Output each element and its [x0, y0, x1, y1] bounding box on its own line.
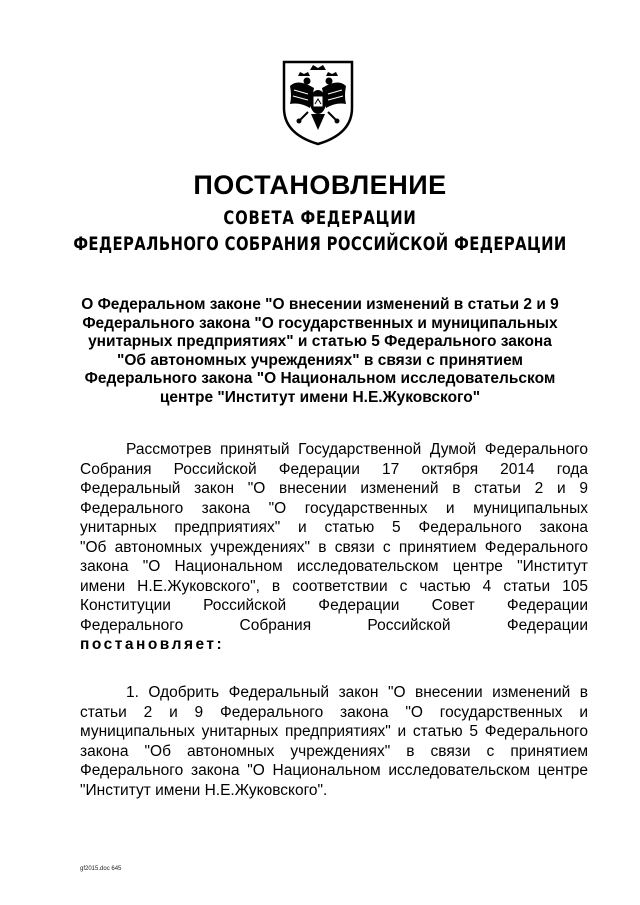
russian-coat-of-arms-icon [280, 58, 356, 146]
issuer-line-1: СОВЕТА ФЕДЕРАЦИИ [223, 207, 417, 229]
text-line: Конституции Российской Федерации Совет Федерации [80, 597, 588, 614]
resolution-subject [80, 296, 560, 407]
text-line: закона "Об автономных учреждениях" в связи с принятием [80, 742, 588, 760]
text-line: "Об автономных учреждениях" в связи с принятием Федерального [80, 538, 588, 556]
text-line: Собрания Российской Федерации 17 октября 2014 года [80, 460, 588, 478]
text-line: имени Н.Е.Жуковского", в соответствии с частью 4 статьи 105 [80, 577, 588, 595]
text-line: Федеральный закон "О внесении изменений в статьи 2 и 9 [80, 480, 588, 497]
text-line: Федерального закона "О Национальном исследовательском центре [80, 762, 588, 779]
text-line: муниципальных унитарных предприятиях" и статью 5 Федерального [80, 723, 588, 740]
document-title: ПОСТАНОВЛЕНИЕ [193, 170, 447, 200]
issuer-line-2: ФЕДЕРАЛЬНОГО СОБРАНИЯ РОССИЙСКОЙ ФЕДЕРАЦИИ [73, 233, 567, 255]
text-line: унитарных предприятиях" и статью 5 Федерального закона [80, 519, 588, 536]
text-line: "Институт имени Н.Е.Жуковского". [80, 781, 328, 799]
text-line: Федерального закона "О государственных и муниципальных [80, 499, 588, 517]
subject-line: "Об автономных учреждениях" в связи с принятием [117, 351, 523, 369]
subject-line: Федерального закона "О Национальном исследовательском [84, 370, 556, 387]
subject-line: О Федеральном законе "О внесении изменений в статьи 2 и 9 [81, 296, 559, 313]
text-line: 1. Одобрить Федеральный закон "О внесении изменений в [126, 684, 588, 701]
resolves-word: постановляет: [80, 636, 225, 653]
subject-line: унитарных предприятиях" и статью 5 Федерального закона [88, 333, 552, 350]
operative-paragraph [80, 683, 588, 800]
text-line: закона "О Национальном исследовательском центре "Институт [80, 558, 588, 575]
subject-line: центре "Институт имени Н.Е.Жуковского" [159, 388, 481, 406]
text-line: Рассмотрев принятый Государственной Думой Федерального [126, 441, 588, 458]
text-line: Федерального Собрания Российской Федерации [80, 616, 588, 634]
text-line: статьи 2 и 9 Федерального закона "О государственных и [80, 703, 588, 721]
subject-line: Федерального закона "О государственных и муниципальных [82, 314, 558, 332]
file-reference: gf2015.doc 645 [80, 866, 122, 872]
preamble-paragraph [80, 440, 588, 655]
